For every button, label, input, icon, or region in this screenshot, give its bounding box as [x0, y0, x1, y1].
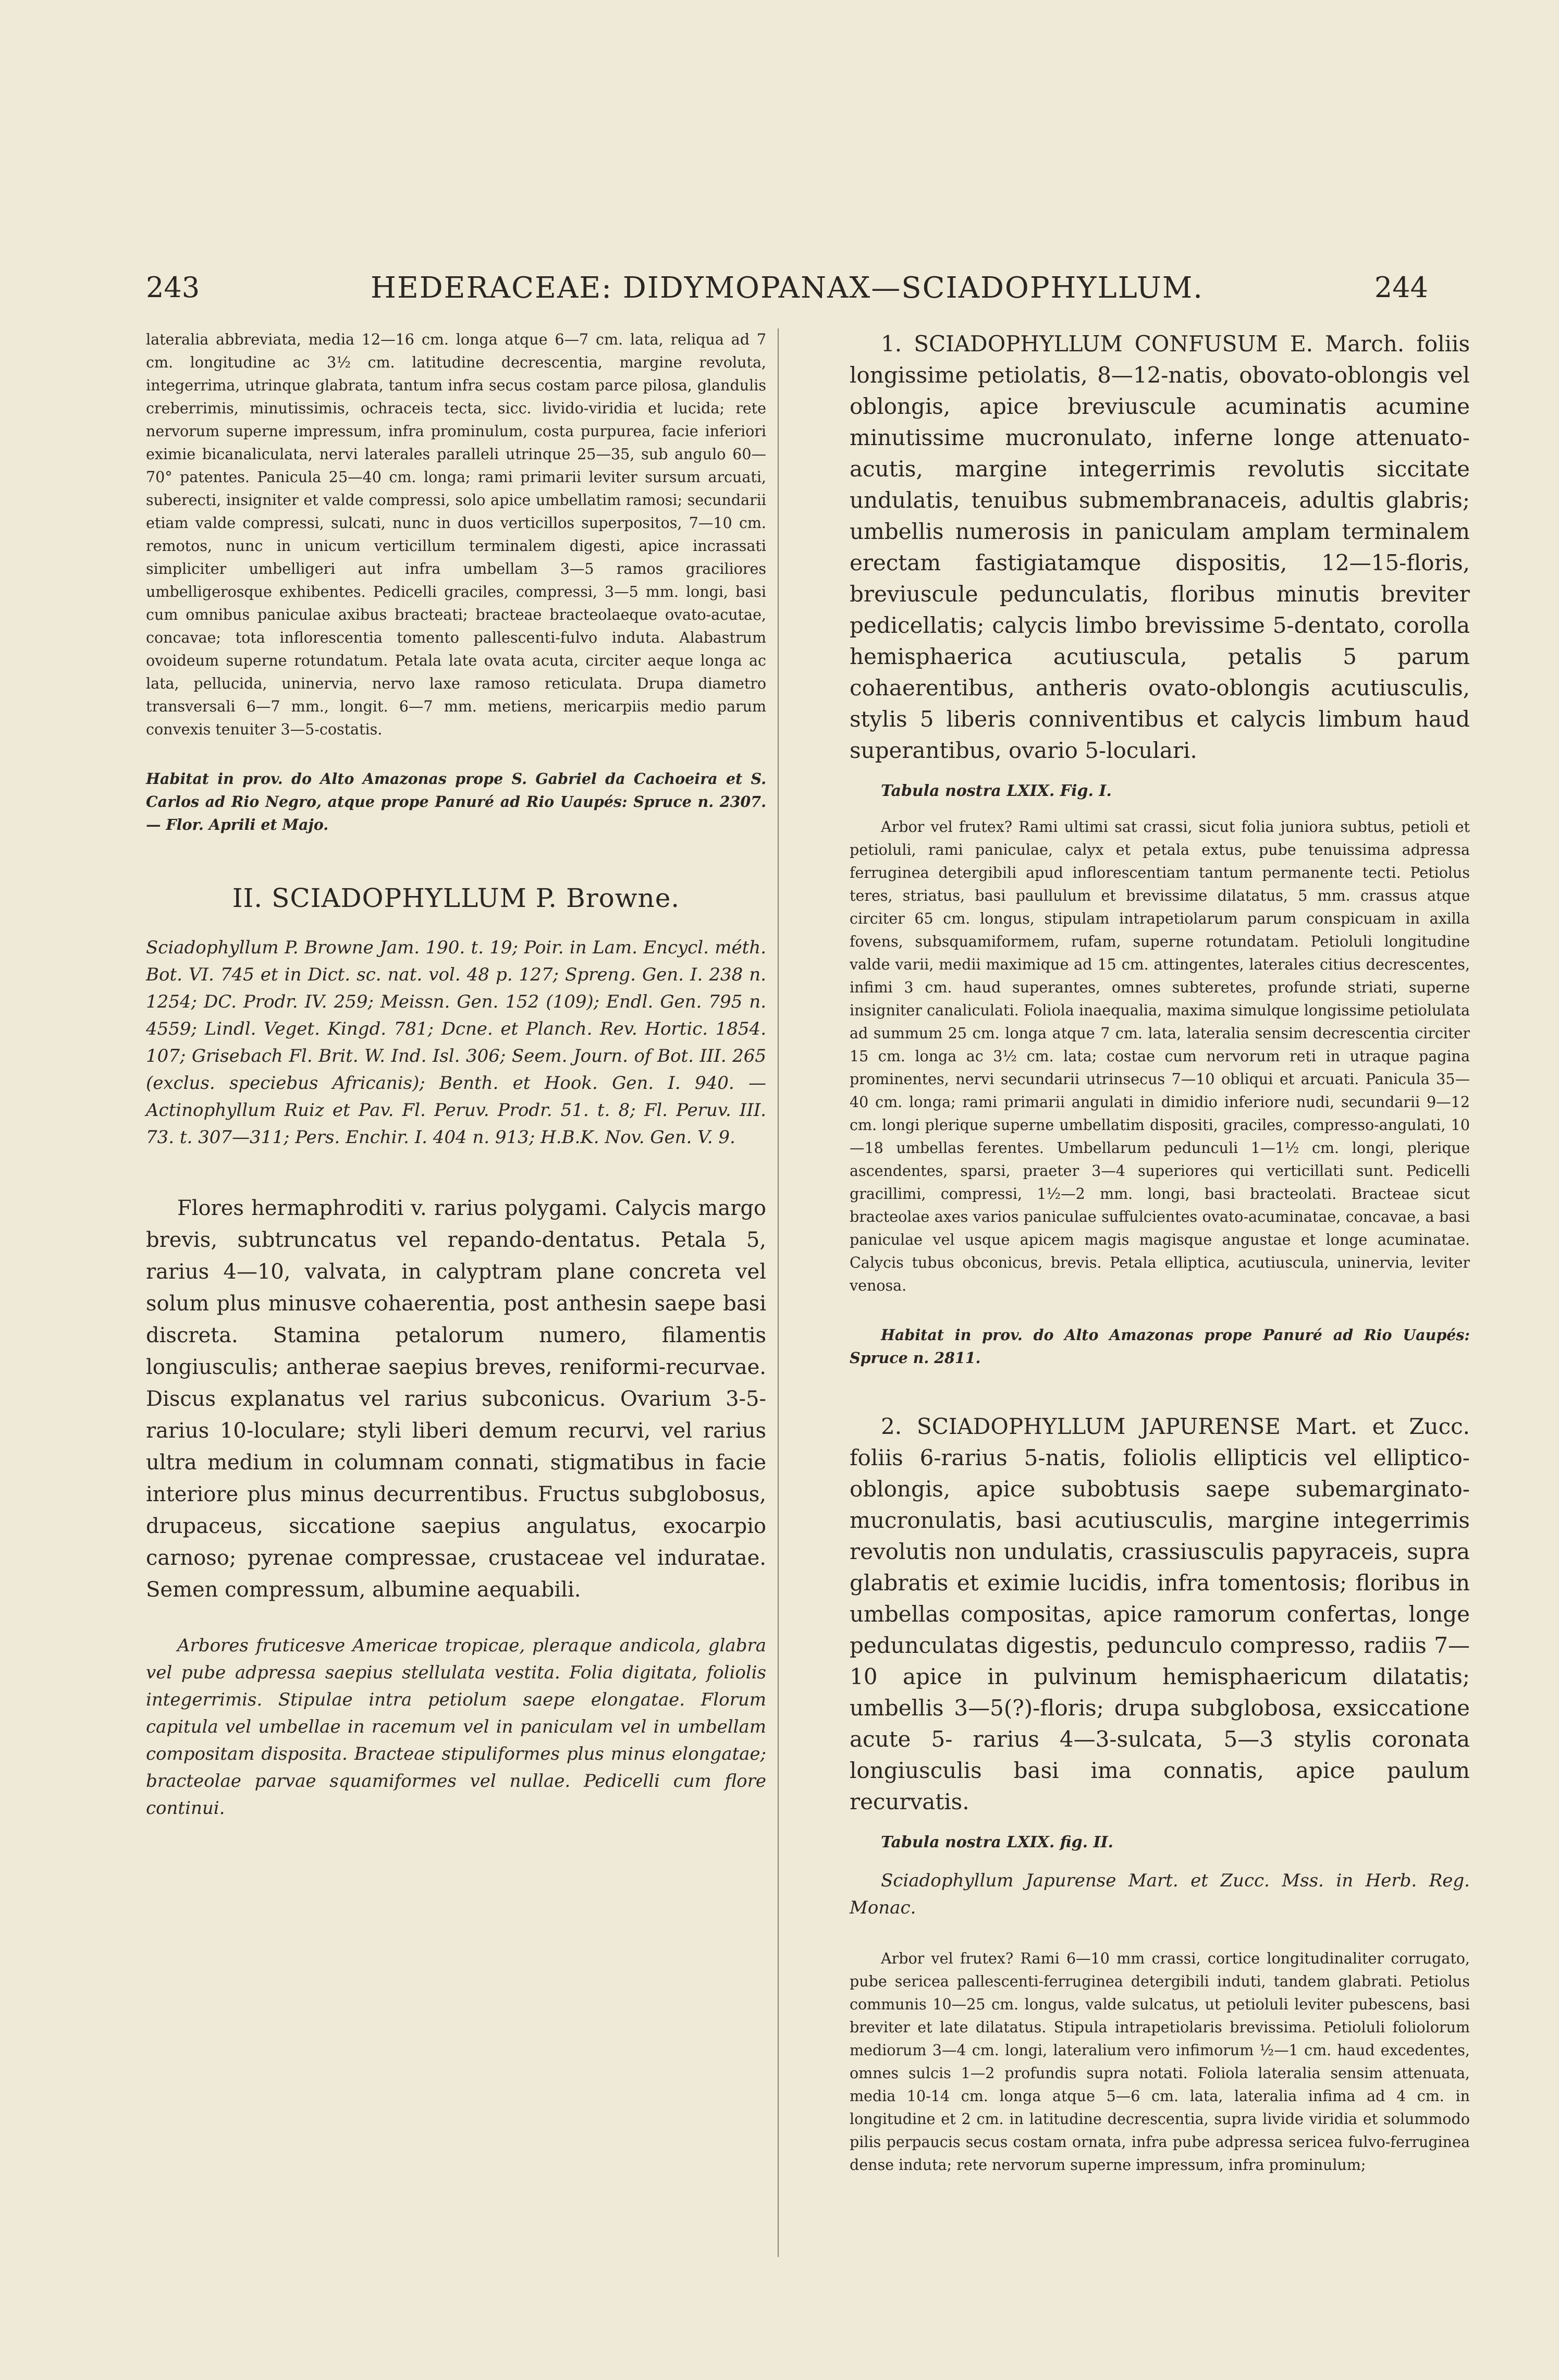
page-number-left: 243	[146, 271, 200, 304]
left-column	[146, 328, 766, 1822]
page-number-right: 244	[1374, 271, 1428, 304]
species-2-synonym: Sciadophyllum Japurense Mart. et Zucc. Mss. in Herb. Reg. Monac.	[850, 1870, 1470, 1918]
description-continuation: lateralia abbreviata, media 12—16 cm. longa atque 6—7 cm. lata, reliqua ad 7 cm. longitudine ac 3½ cm. latitudine decrescentia, margine revoluta, integerrima, utrinque glabrata, tantum infra secus costam parce pilosa, glandulis creberrimis, minutissimis, ochraceis tecta, sicc. livido-viridia et lucida; rete nervorum superne impressum, infra prominulum, costa purpurea, facie inferiori eximie bicanaliculata, nervi laterales paralleli utrinque 25—35, sub angulo 60—70° patentes. Panicula 25—40 cm. longa; rami primarii leviter sursum arcuati, suberecti, insigniter et valde compressi, solo apice umbellatim ramosi; secundarii etiam valde compressi, sulcati, nunc in duos verticillos superpositos, 7—10 cm. remotos, nunc in unicum verticillum terminalem digesti, apice incrassati simpliciter umbelligeri aut infra umbellam 3—5 ramos graciliores umbelligerosque exhibentes. Pedicelli graciles, compressi, 3—5 mm. longi, basi cum omnibus paniculae axibus bracteati; bracteae bracteolaeque ovato-acutae, concavae; tota inflorescentia tomento pallescenti-fulvo induta. Alabastrum ovoideum superne rotundatum. Petala late ovata acuta, circiter aeque longa ac lata, pellucida, uninervia, nervo laxe ramoso reticulata. Drupa diametro transversali 6—7 mm., longit. 6—7 mm. metiens, mericarpiis medio parum convexis tenuiter 3—5-costatis.	[146, 331, 766, 738]
generic-habit: Arbores fruticesve Americae tropicae, pleraque andicola, glabra vel pube adpressa saepius stellulata vestita. Folia digitata, foliolis integerrimis. Stipulae intra petiolum saepe elongatae. Florum capitula vel umbellae in racemum vel in paniculam vel in umbellam compositam disposita. Bracteae stipuliformes plus minus elongatae; bracteolae parvae squamiformes vel nullae. Pedicelli cum flore continui.	[146, 1635, 766, 1819]
species-1-plate: Tabula nostra LXIX. Fig. I.	[881, 782, 1112, 800]
genus-title: II. SCIADOPHYLLUM P. Browne.	[232, 883, 680, 913]
page-header	[146, 271, 1428, 318]
generic-description: Flores hermaphroditi v. rarius polygami. Calycis margo brevis, subtruncatus vel repando-dentatus. Petala 5, rarius 4—10, valvata, in calyptram plane concreta vel solum plus minusve cohaerentia, post anthesin saepe basi discreta. Stamina petalorum numero, filamentis longiusculis; antherae saepius breves, reniformi-recurvae. Discus explanatus vel rarius subconicus. Ovarium 3-5-rarius 10-loculare; styli liberi demum recurvi, vel rarius ultra medium in columnam connati, stigmatibus in facie interiore plus minus decurrentibus. Fructus subglobosus, drupaceus, siccatione saepius angulatus, exocarpio carnoso; pyrenae compressae, crustaceae vel induratae. Semen compressum, albumine aequabili.	[146, 1196, 766, 1602]
species-2-diagnosis: 2. SCIADOPHYLLUM JAPURENSE Mart. et Zucc. foliis 6-rarius 5-natis, foliolis ellipticis vel elliptico-oblongis, apice subobtusis saepe subemarginato-mucronulatis, basi acutiusculis, margine integerrimis revolutis non undulatis, crassiusculis papyraceis, supra glabratis et eximie lucidis, infra tomentosis; floribus in umbellas compositas, apice ramorum confertas, longe pedunculatas digestis, pedunculo compresso, radiis 7—10 apice in pulvinum hemisphaericum dilatatis; umbellis 3—5(?)-floris; drupa subglobosa, exsiccatione acute 5- rarius 4—3-sulcata, 5—3 stylis coronata longiusculis basi ima connatis, apice paulum recurvatis.	[850, 1414, 1470, 1814]
column-divider	[778, 328, 779, 2257]
running-title: HEDERACEAE: DIDYMOPANAX—SCIADOPHYLLUM.	[371, 271, 1204, 305]
species-2-description: Arbor vel frutex? Rami 6—10 mm crassi, cortice longitudinaliter corrugato, pube sericea pallescenti-ferruginea detergibili induti, tandem glabrati. Petiolus communis 10—25 cm. longus, valde sulcatus, ut petioluli leviter pubescens, basi breviter et late dilatatus. Stipula intrapetiolaris brevissima. Petioluli foliolorum mediorum 3—4 cm. longi, lateralium vero infimorum ½—1 cm. haud excedentes, omnes sulcis 1—2 profundis supra notati. Foliola lateralia sensim attenuata, media 10-14 cm. longa atque 5—6 cm. lata, lateralia infima ad 4 cm. in longitudine et 2 cm. in latitudine decrescentia, supra livide viridia et solummodo pilis perpaucis secus costam ornata, infra pube adpressa sericea fulvo-ferruginea dense induta; rete nervorum superne impressum, infra prominulum;	[850, 1950, 1470, 2174]
species-1-description: Arbor vel frutex? Rami ultimi sat crassi, sicut folia juniora subtus, petioli et petioluli, rami paniculae, calyx et petala extus, pube tenuissima adpressa ferruginea detergibili apud inflorescentiam tantum permanente tecti. Petiolus teres, striatus, basi paullulum et brevissime dilatatus, 5 mm. crassus atque circiter 65 cm. longus, stipulam intrapetiolarum parum conspicuam in axilla fovens, subsquamiformem, rufam, superne rotundatam. Petioluli longitudine valde varii, medii maximique ad 15 cm. attingentes, laterales citius decrescentes, infimi 3 cm. haud superantes, omnes subteretes, profunde striati, superne insigniter canaliculati. Foliola inaequalia, maxima simulque longissime petiolulata ad summum 25 cm. longa atque 7 cm. lata, lateralia sensim decrescentia circiter 15 cm. longa ac 3½ cm. lata; costae cum nervorum reti in utraque pagina prominentes, nervi secundarii utrinsecus 7—10 obliqui et arcuati. Panicula 35—40 cm. longa; rami primarii angulati in dimidio inferiore nudi, secundarii 9—12 cm. longi plerique superne umbellatim dispositi, graciles, compresso-angulati, 10—18 umbellas ferentes. Umbellarum pedunculi 1—1½ cm. longi, plerique ascendentes, sparsi, praeter 3—4 superiores qui verticillati sunt. Pedicelli gracillimi, compressi, 1½—2 mm. longi, basi bracteolati. Bracteae sicut bracteolae axes varios paniculae suffulcientes ovato-acuminatae, concavae, a basi paniculae vel usque apicem magis magisque angustae et longe acuminatae. Calycis tubus obconicus, brevis. Petala elliptica, acutiuscula, uninervia, leviter venosa.	[850, 818, 1470, 1294]
right-column	[850, 328, 1470, 2177]
species-1-habitat: Habitat in prov. do Alto Amazonas prope Panuré ad Rio Uaupés: Spruce n. 2811.	[850, 1326, 1470, 1367]
species-2-plate: Tabula nostra LXIX. fig. II.	[881, 1833, 1113, 1851]
species-1-diagnosis: 1. SCIADOPHYLLUM CONFUSUM E. March. foliis longissime petiolatis, 8—12-natis, obovato-oblongis vel oblongis, apice breviuscule acuminatis acumine minutissime mucronulato, inferne longe attenuato-acutis, margine integerrimis revolutis siccitate undulatis, tenuibus submembranaceis, adultis glabris; umbellis numerosis in paniculam amplam terminalem erectam fastigiatamque dispositis, 12—15-floris, breviuscule pedunculatis, floribus minutis breviter pedicellatis; calycis limbo brevissime 5-dentato, corolla hemisphaerica acutiuscula, petalis 5 parum cohaerentibus, antheris ovato-oblongis acutiusculis, stylis 5 liberis conniventibus et calycis limbum haud superantibus, ovario 5-loculari.	[850, 331, 1470, 763]
habitat-note: Habitat in prov. do Alto Amazonas prope S. Gabriel da Cachoeira et S. Carlos ad Rio Negro, atque prope Panuré ad Rio Uaupés: Spruce n. 2307. — Flor. Aprili et Majo.	[146, 770, 766, 833]
genus-synonymy: Sciadophyllum P. Browne Jam. 190. t. 19; Poir. in Lam. Encycl. méth. Bot. VI. 745 et in Dict. sc. nat. vol. 48 p. 127; Spreng. Gen. I. 238 n. 1254; DC. Prodr. IV. 259; Meissn. Gen. 152 (109); Endl. Gen. 795 n. 4559; Lindl. Veget. Kingd. 781; Dcne. et Planch. Rev. Hortic. 1854. 107; Grisebach Fl. Brit. W. Ind. Isl. 306; Seem. Journ. of Bot. III. 265 (exclus. speciebus Africanis); Benth. et Hook. Gen. I. 940. — Actinophyllum Ruiz et Pav. Fl. Peruv. Prodr. 51. t. 8; Fl. Peruv. III. 73. t. 307—311; Pers. Enchir. I. 404 n. 913; H.B.K. Nov. Gen. V. 9.	[146, 937, 766, 1148]
